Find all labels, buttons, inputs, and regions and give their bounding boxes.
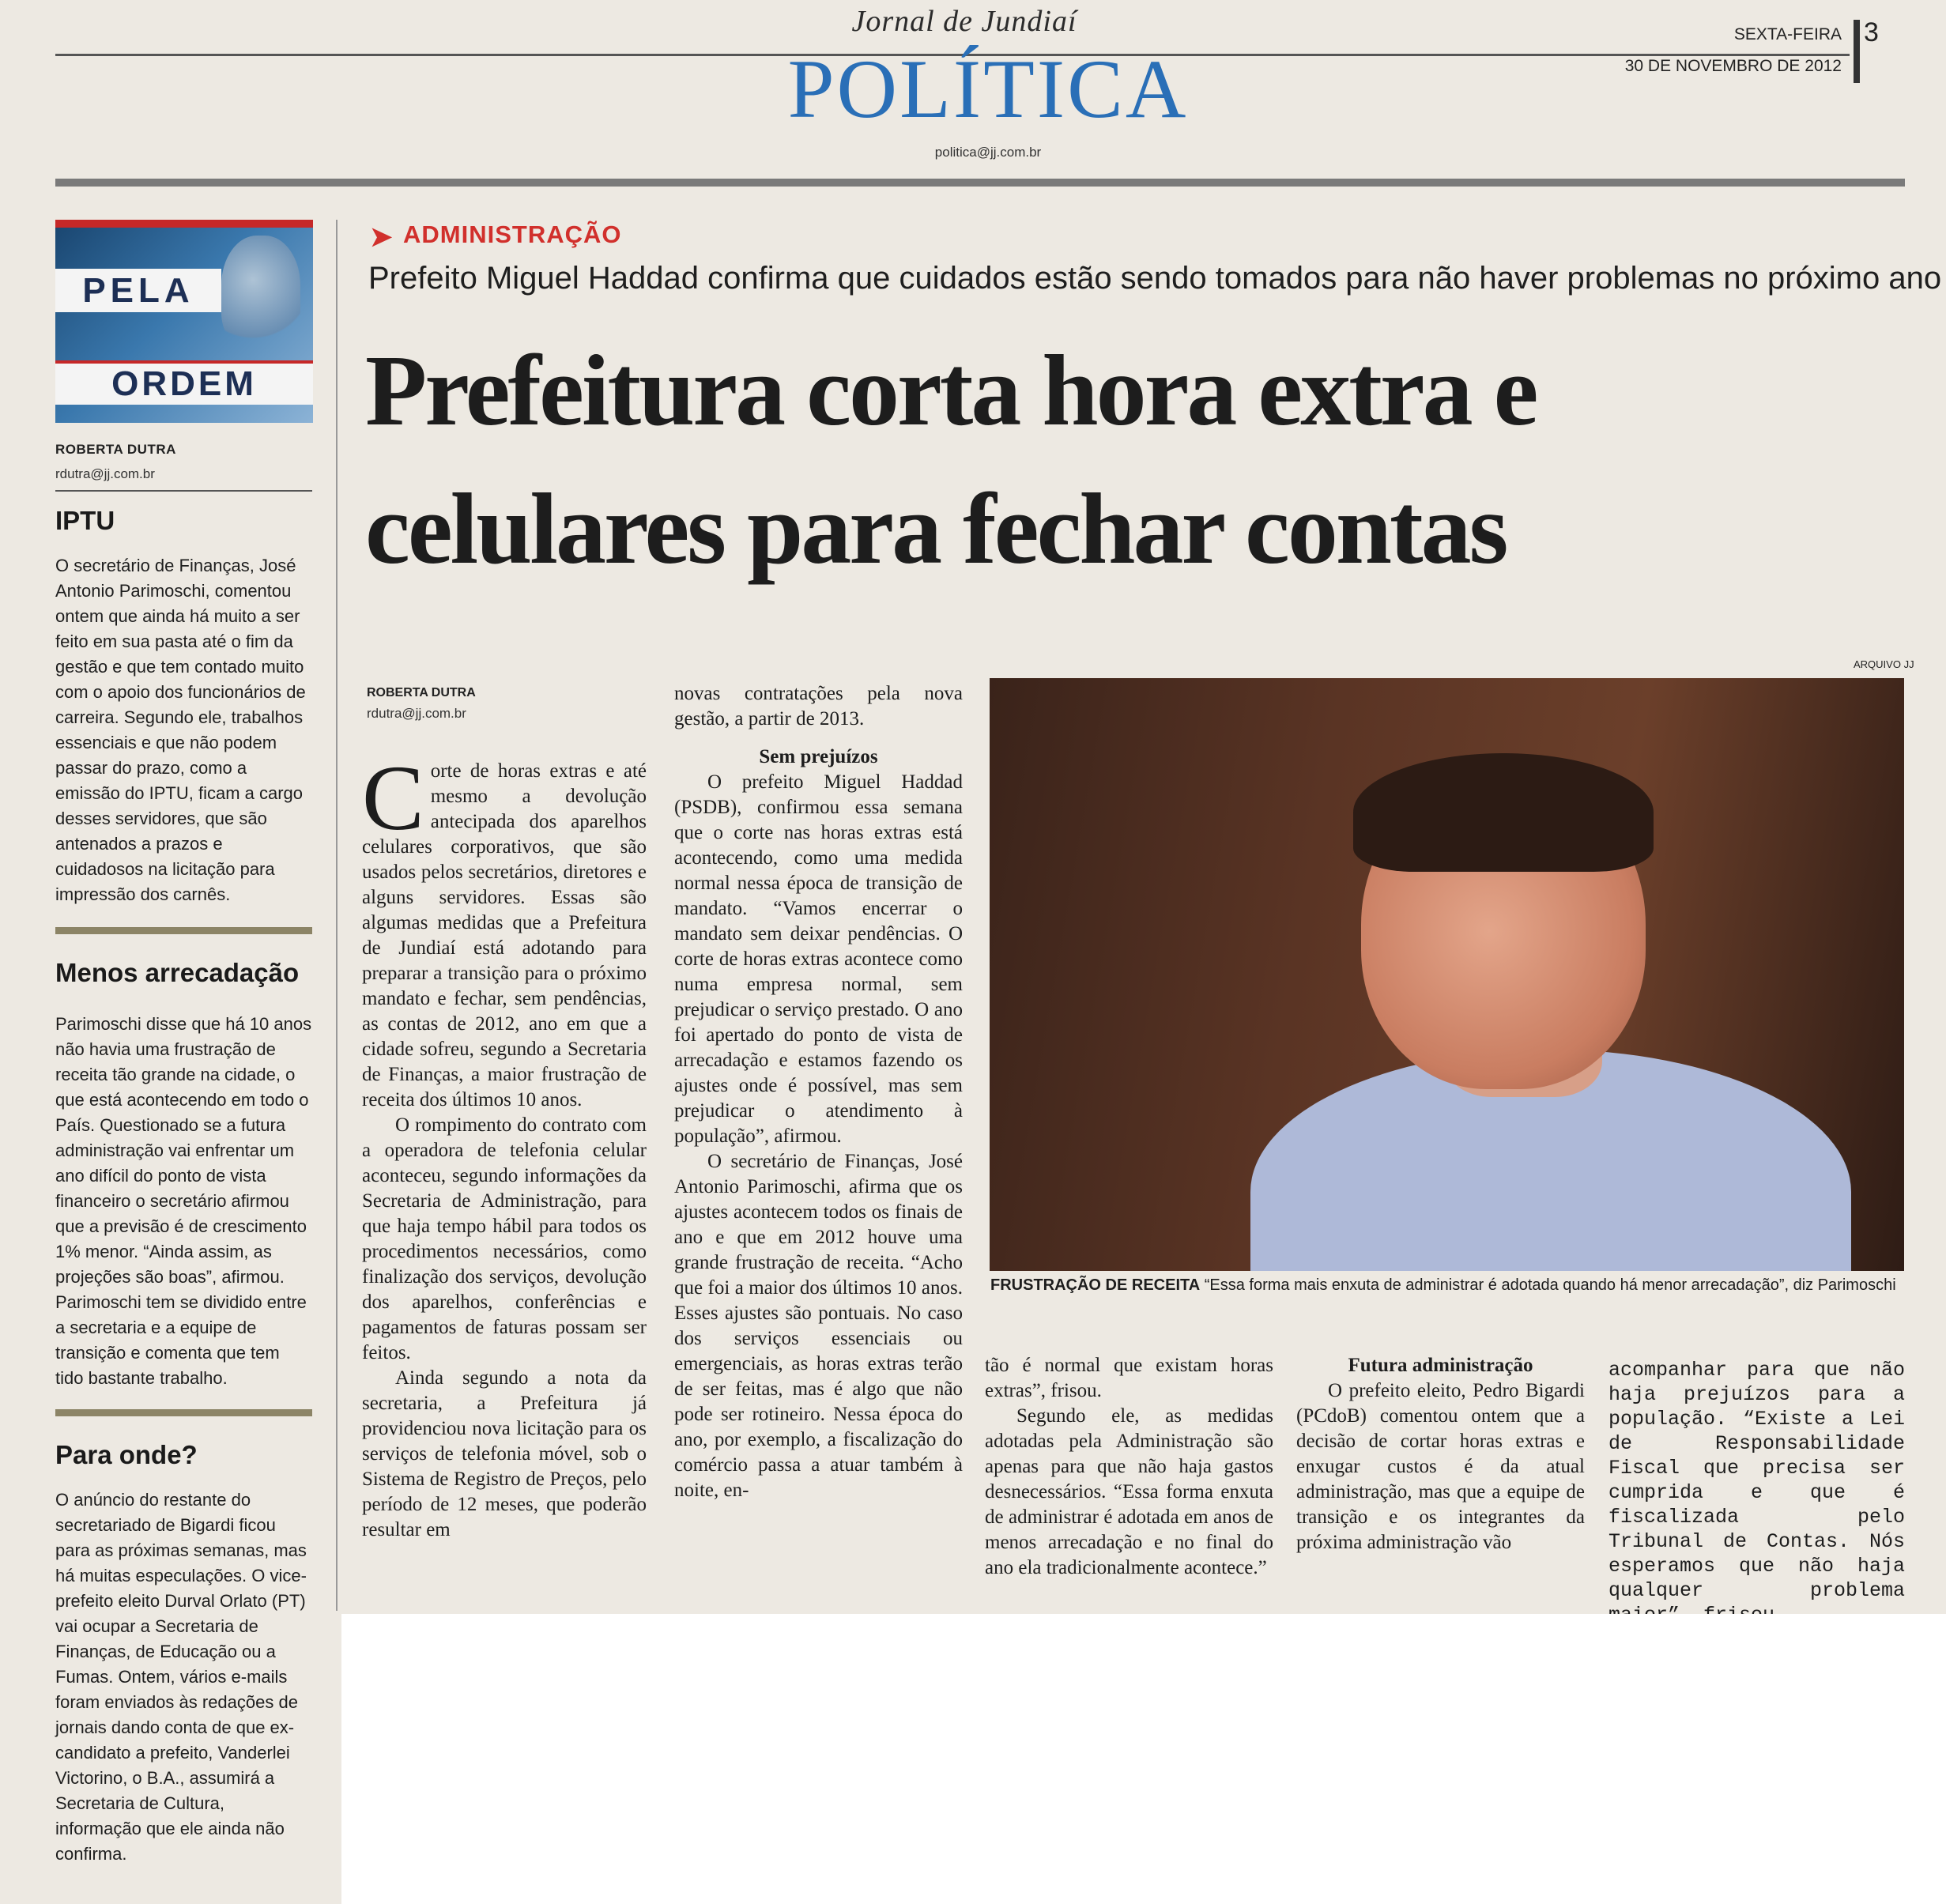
masthead: Jornal de Jundiaí <box>851 5 1077 38</box>
logo-word-bottom: ORDEM <box>55 360 313 405</box>
column-email: rdutra@jj.com.br <box>55 466 155 481</box>
logo-word-top: PELA <box>55 269 221 312</box>
photo-credit: ARQUIVO JJ <box>1854 658 1914 670</box>
note-title: Para onde? <box>55 1440 198 1469</box>
article-author: ROBERTA DUTRA <box>367 686 476 699</box>
photo-caption <box>990 1276 1907 1295</box>
headline-line-1: Prefeitura corta hora extra e <box>365 334 1537 447</box>
blank-area <box>341 1614 1946 1904</box>
article-column-5 <box>1608 1358 1905 1627</box>
article-kicker: ADMINISTRAÇÃO <box>403 221 622 248</box>
note-title: IPTU <box>55 506 115 535</box>
page-number: 3 <box>1864 17 1879 47</box>
article-subtitle: Prefeito Miguel Haddad confirma que cuidados estão sendo tomados para não haver problemas no próximo ano <box>368 261 1942 296</box>
logo-stripe <box>55 220 313 228</box>
paragraph: O prefeito Miguel Haddad (PSDB), confirmou essa semana que o corte nas horas extras está acontecendo, como uma medida normal nessa época de transição de mandato. “Vamos encerrar o mandato sem deixar pendências. O corte de horas extras acontece como numa empresa normal, sem prejudicar o serviço prestado. O ano foi apertado do ponto de vista de arrecadação e estamos fazendo os ajustes onde é possível, mas sem prejudicar o atendimento à população”, afirmou. <box>674 771 963 1147</box>
paragraph: O rompimento do contrato com a operadora de telefonia celular aconteceu, segundo informações da Secretaria de Administração, para que haja tempo hábil para todos os procedimentos necessários, como finalização dos serviços, devolução dos aparelhos, conferências e pagamentos de faturas possam ser feitos. <box>362 1114 647 1363</box>
subheading: Futura administração <box>1348 1355 1533 1376</box>
note-text: Parimoschi disse que há 10 anos não havia uma frustração de receita tão grande na cidade, o que está acontecendo em todo o País. Questionado se a futura administração vai enfrentar um ano difícil do ponto de vista financeiro o secretário afirmou que a previsão é de crescimento 1% menor. “Ainda assim, as projeções são boas”, afirmou. Parimoschi tem se dividido entre a secretaria e a equipe de transição e comenta que tem tido bastante trabalho. <box>55 1014 312 1388</box>
pointing-hand-icon <box>221 236 300 346</box>
paragraph <box>362 746 647 1113</box>
article-column-2 <box>674 681 963 1503</box>
paragraph: novas contratações pela nova gestão, a partir de 2013. <box>674 683 963 730</box>
paragraph: O prefeito eleito, Pedro Bigardi (PCdoB) comentou ontem que a decisão de cortar horas extras e enxugar custos é da atual administração, mas que a equipe de transição e os integrantes da próxima administração vão <box>1296 1380 1585 1553</box>
paragraph-text: orte de horas extras e até mesmo a devolução antecipada dos aparelhos celulares corporativos, que são usados pelos secretários, diretores e alguns servidores. Essas são algumas medidas que a Prefeitura de Jundiaí está adotando para preparar a transição para o próximo mandato e fechar, sem pendências, as contas de 2012, ano em que a cidade sofreu, segundo a Secretaria de Finanças, a maior frustração de receita dos últimos 10 anos. <box>362 760 647 1110</box>
note-divider <box>55 927 312 934</box>
paragraph: O secretário de Finanças, José Antonio Parimoschi, afirma que os ajustes acontecem todos os finais de ano e que em 2012 houve uma grande frustração de receita. “Acho que foi a maior dos últimos 10 anos. Esses ajustes são pontuais. No caso dos serviços essenciais ou emergenciais, as horas extras terão de ser feitas, mas é algo que não pode ser rotineiro. Nessa época do ano, por exemplo, a fiscalização do comércio passa a atuar também à noite, en- <box>674 1151 963 1501</box>
headline-line-2: celulares para fechar contas <box>365 473 1507 585</box>
article-column-4 <box>1296 1353 1585 1555</box>
section-divider <box>55 179 1905 187</box>
weekday: SEXTA-FEIRA <box>1733 25 1842 43</box>
article-photo <box>990 678 1904 1271</box>
article-email: rdutra@jj.com.br <box>367 706 466 721</box>
photo-hair <box>1353 753 1654 872</box>
page-number-bar <box>1854 20 1860 83</box>
note-divider <box>55 1409 312 1416</box>
note-text: O anúncio do restante do secretariado de Bigardi ficou para as próximas semanas, mas há muitas especulações. O vice-prefeito eleito Durval Orlato (PT) vai ocupar a Secretaria de Finanças, de Educação ou a Fumas. Ontem, vários e-mails foram enviados às redações de jornais dando conta de que ex-candidato a prefeito, Vanderlei Victorino, o B.A., assumirá a Secretaria de Cultura, informação que ele ainda não confirma. <box>55 1490 307 1864</box>
kicker-arrow-icon: ➤ <box>370 222 393 252</box>
note-text: O secretário de Finanças, José Antonio Parimoschi, comentou ontem que ainda há muito a ser feito em sua pasta até o fim da gestão e que tem contado muito com o apoio dos funcionários de carreira. Segundo ele, trabalhos essenciais e que não podem passar do prazo, como a emissão do IPTU, ficam a cargo desses servidores, que são antenados a prazos e cuidadosos na licitação para impressão dos carnês. <box>55 556 306 904</box>
article-column-1 <box>362 746 647 1543</box>
paragraph: acompanhar para que não haja prejuízos para a população. “Existe a Lei de Responsabilidade Fiscal que precisa ser cumprida e que é fiscalizada pelo Tribunal de Contas. Nós esperamos que não haja qualquer problema <box>1608 1359 1905 1602</box>
paragraph: Ainda segundo a nota da secretaria, a Prefeitura já providenciou nova licitação para os serviços de telefonia móvel, sob o Sistema de Registro de Preços, pelo período de 12 meses, que poderão resultar em <box>362 1367 647 1540</box>
section-title: POLÍTICA <box>787 43 1189 135</box>
column-logo <box>55 220 313 423</box>
column-rule <box>55 490 312 492</box>
dropcap: C <box>362 746 424 850</box>
note-title: Menos arrecadação <box>55 958 300 987</box>
section-email: politica@jj.com.br <box>934 145 1042 160</box>
sidebar-separator <box>336 220 338 1611</box>
paragraph: Segundo ele, as medidas adotadas pela Administração são apenas para que não haja gastos desnecessários. “Essa forma enxuta de administrar é adotada em anos de menos arrecadação e no final do ano ela tradicionalmente acontece.” <box>985 1405 1273 1578</box>
paragraph: tão é normal que existam horas extras”, frisou. <box>985 1355 1273 1401</box>
date: 30 DE NOVEMBRO DE 2012 <box>1624 57 1842 75</box>
column-author: ROBERTA DUTRA <box>55 442 176 457</box>
subheading: Sem prejuízos <box>759 746 878 767</box>
caption-label: FRUSTRAÇÃO DE RECEITA <box>990 1276 1201 1294</box>
caption-text: “Essa forma mais enxuta de administrar é adotada quando há menor arrecadação”, diz Parimoschi <box>1200 1276 1896 1294</box>
article-column-3 <box>985 1353 1273 1581</box>
